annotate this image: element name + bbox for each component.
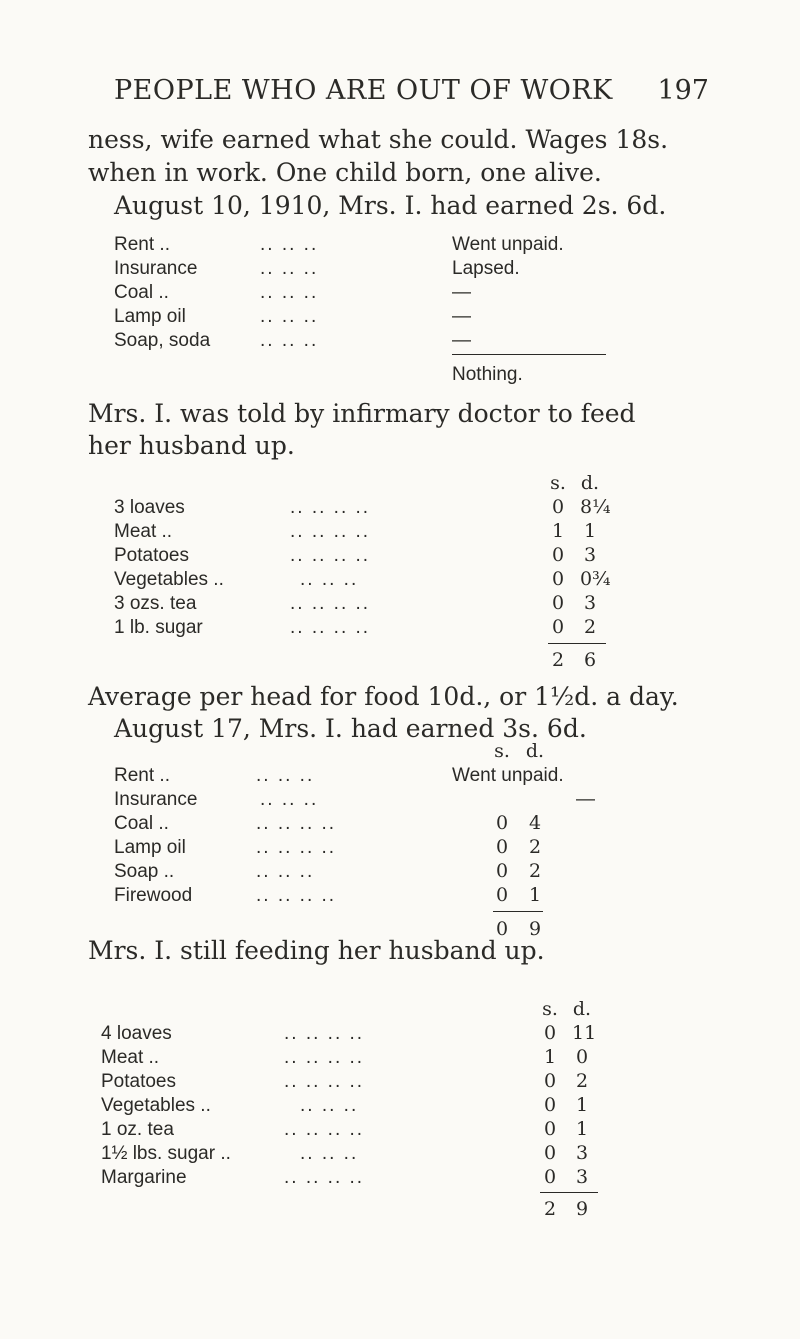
shillings-value: 0 <box>543 1142 557 1164</box>
shillings-value: 0 <box>543 1094 557 1116</box>
table-row-dots: .. .. .. <box>260 789 319 810</box>
table-row-label: Soap, soda <box>114 330 211 351</box>
table-row-value: Went unpaid. <box>452 234 564 255</box>
column-header-shillings: s. <box>494 740 510 762</box>
column-header-shillings: s. <box>550 472 566 494</box>
table-row-value: — <box>452 282 471 303</box>
table-row-label: Vegetables .. <box>114 569 224 590</box>
table-row-dots: .. .. .. .. <box>284 1047 365 1068</box>
shillings-value: 0 <box>495 812 509 834</box>
pence-value: 1 <box>583 520 597 542</box>
column-header-pence: d. <box>525 740 545 762</box>
sum-rule <box>548 643 606 644</box>
paragraph-line: August 10, 1910, Mrs. I. had earned 2s. 6d. <box>114 191 667 220</box>
pence-value: 2 <box>583 616 597 638</box>
table-row-dots: .. .. .. <box>300 1095 359 1116</box>
table-row-dots: .. .. .. .. <box>290 497 371 518</box>
table-row-dots: .. .. .. <box>300 569 359 590</box>
total-shillings: 0 <box>495 918 509 940</box>
paragraph-line: ness, wife earned what she could. Wages 18s. <box>88 125 669 154</box>
table-row-label: Vegetables .. <box>101 1095 211 1116</box>
pence-value: 0 <box>575 1046 589 1068</box>
table-row-label: Margarine <box>101 1167 187 1188</box>
total-pence: 9 <box>575 1198 589 1220</box>
table-total: Nothing. <box>452 364 523 385</box>
table-row-label: Soap .. <box>114 861 175 882</box>
sum-rule <box>493 911 543 912</box>
shillings-value: 0 <box>495 836 509 858</box>
paragraph-line: Average per head for food 10d., or 1½d. a day. <box>88 682 679 711</box>
shillings-value: 0 <box>495 884 509 906</box>
table-row-label: Rent .. <box>114 765 170 786</box>
table-row-label: Rent .. <box>114 234 170 255</box>
table-row-value: — <box>452 330 471 351</box>
table-row-dots: .. .. .. .. <box>290 617 371 638</box>
table-row-dots: .. .. .. .. <box>284 1071 365 1092</box>
table-row-dots: .. .. .. .. <box>284 1119 365 1140</box>
table-row-dots: .. .. .. <box>300 1143 359 1164</box>
shillings-value: 0 <box>551 568 565 590</box>
shillings-value: 0 <box>551 616 565 638</box>
table-row-label: Insurance <box>114 789 198 810</box>
table-row-label: 1½ lbs. sugar .. <box>101 1143 231 1164</box>
table-row-label: 1 oz. tea <box>101 1119 174 1140</box>
table-row-label: Meat .. <box>114 521 173 542</box>
pence-value: 3 <box>583 544 597 566</box>
table-row-dots: .. .. .. <box>260 306 319 327</box>
table-row-label: Insurance <box>114 258 198 279</box>
table-row-dots: .. .. .. <box>260 234 319 255</box>
table-row-label: Potatoes <box>101 1071 176 1092</box>
table-row-value: Lapsed. <box>452 258 520 279</box>
shillings-value: 1 <box>551 520 565 542</box>
page-number: 197 <box>657 75 709 106</box>
table-row-dots: .. .. .. <box>256 765 315 786</box>
shillings-value: 0 <box>543 1022 557 1044</box>
running-header <box>114 75 709 115</box>
shillings-value: 0 <box>551 544 565 566</box>
pence-value: 3 <box>575 1166 589 1188</box>
table-row-value: Went unpaid. <box>452 765 564 786</box>
total-pence: 9 <box>528 918 542 940</box>
table-row-dots: .. .. .. <box>260 258 319 279</box>
sum-rule <box>452 354 606 355</box>
pence-value: 4 <box>528 812 542 834</box>
pence-value: 11 <box>572 1022 597 1044</box>
pence-value: 1 <box>575 1094 589 1116</box>
column-header-pence: d. <box>572 998 592 1020</box>
paragraph-line: her husband up. <box>88 431 295 460</box>
table-row-label: Coal .. <box>114 813 169 834</box>
table-row-dots: .. .. .. .. <box>256 813 337 834</box>
table-row-dots: .. .. .. <box>256 861 315 882</box>
total-pence: 6 <box>583 649 597 671</box>
pence-value: 0¾ <box>580 568 611 590</box>
shillings-value: 0 <box>543 1166 557 1188</box>
table-row-dots: .. .. .. <box>260 282 319 303</box>
shillings-value: 1 <box>543 1046 557 1068</box>
total-shillings: 2 <box>543 1198 557 1220</box>
table-row-label: Meat .. <box>101 1047 160 1068</box>
table-row-dots: .. .. .. .. <box>284 1023 365 1044</box>
table-row-dots: .. .. .. <box>260 330 319 351</box>
pence-value: 2 <box>528 836 542 858</box>
running-title: PEOPLE WHO ARE OUT OF WORK <box>114 75 613 106</box>
table-row-value: — <box>576 789 595 810</box>
table-row-dots: .. .. .. .. <box>256 885 337 906</box>
pence-value: 2 <box>528 860 542 882</box>
table-row-dots: .. .. .. .. <box>284 1167 365 1188</box>
table-row-label: Lamp oil <box>114 306 186 327</box>
table-row-label: 3 ozs. tea <box>114 593 197 614</box>
pence-value: 3 <box>575 1142 589 1164</box>
pence-value: 1 <box>575 1118 589 1140</box>
column-header-shillings: s. <box>542 998 558 1020</box>
paragraph-line: Mrs. I. was told by infirmary doctor to feed <box>88 399 636 428</box>
table-row-label: 1 lb. sugar <box>114 617 203 638</box>
table-row-label: Potatoes <box>114 545 189 566</box>
paragraph-line: August 17, Mrs. I. had earned 3s. 6d. <box>114 714 587 743</box>
total-shillings: 2 <box>551 649 565 671</box>
pence-value: 8¼ <box>580 496 611 518</box>
pence-value: 3 <box>583 592 597 614</box>
table-row-label: Coal .. <box>114 282 169 303</box>
table-row-label: Lamp oil <box>114 837 186 858</box>
column-header-pence: d. <box>580 472 600 494</box>
table-row-dots: .. .. .. .. <box>256 837 337 858</box>
shillings-value: 0 <box>551 496 565 518</box>
table-row-value: — <box>452 306 471 327</box>
table-row-label: 3 loaves <box>114 497 185 518</box>
pence-value: 1 <box>528 884 542 906</box>
sum-rule <box>540 1192 598 1193</box>
shillings-value: 0 <box>543 1118 557 1140</box>
table-row-dots: .. .. .. .. <box>290 593 371 614</box>
table-row-dots: .. .. .. .. <box>290 545 371 566</box>
paragraph-line: Mrs. I. still feeding her husband up. <box>88 936 545 965</box>
shillings-value: 0 <box>543 1070 557 1092</box>
table-row-label: 4 loaves <box>101 1023 172 1044</box>
table-row-label: Firewood <box>114 885 193 906</box>
table-row-dots: .. .. .. .. <box>290 521 371 542</box>
shillings-value: 0 <box>551 592 565 614</box>
shillings-value: 0 <box>495 860 509 882</box>
pence-value: 2 <box>575 1070 589 1092</box>
paragraph-line: when in work. One child born, one alive. <box>88 158 602 187</box>
